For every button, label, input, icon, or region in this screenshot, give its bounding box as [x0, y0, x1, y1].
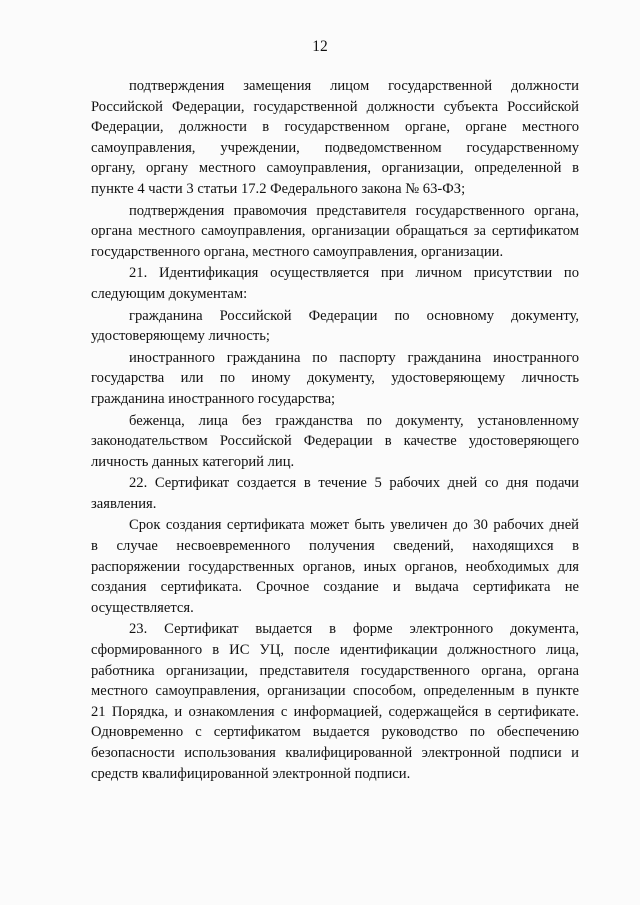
text-line: работника организации, представителя государственного органа, органа: [91, 662, 579, 679]
text-line: органа местного самоуправления, организации обращаться за сертификатом: [91, 223, 579, 240]
text-line: безопасности использования квалифицированной электронной подписи и: [91, 745, 579, 761]
paragraph: [91, 348, 579, 410]
text-line: пункте 4 части 3 статьи 17.2 Федерального закона № 63-ФЗ;: [91, 180, 466, 197]
text-line: беженца, лица без гражданства по документу, установленному: [129, 412, 579, 429]
text-line: заявления.: [91, 495, 157, 512]
text-line: иностранного гражданина по паспорту гражданина иностранного: [129, 349, 579, 366]
text-line: государственного органа, местного самоуправления, организации.: [91, 243, 504, 260]
paragraph: [91, 619, 579, 784]
text-line: Срок создания сертификата может быть увеличен до 30 рабочих дней: [129, 517, 579, 534]
text-line: осуществляется.: [91, 599, 194, 616]
text-line: органу, органу местного самоуправления, организации, определенной в: [91, 160, 579, 177]
text-line: 21. Идентификация осуществляется при личном присутствии по: [129, 265, 579, 282]
text-line: следующим документам:: [91, 285, 248, 302]
paragraph: [91, 76, 579, 200]
text-line: законодательством Российской Федерации в качестве удостоверяющего: [91, 433, 579, 450]
paragraph: [91, 515, 579, 618]
text-line: Федерации, должности в государственном органе, органе местного: [91, 119, 579, 136]
text-line: местного самоуправления, организации способом, определенным в пункте: [91, 683, 579, 700]
text-line: распоряжении государственных органов, иных органов, необходимых для: [91, 558, 579, 575]
text-line: удостоверяющему личность;: [91, 328, 270, 345]
text-line: подтверждения замещения лицом государственной должности: [129, 78, 579, 94]
text-line: гражданина Российской Федерации по основному документу,: [129, 307, 579, 324]
text-line: 21 Порядка, и ознакомления с информацией, содержащейся в сертификате.: [91, 703, 579, 720]
paragraph: [91, 201, 579, 263]
paragraph: [91, 411, 579, 473]
text-line: личность данных категорий лиц.: [91, 453, 295, 470]
paragraph: [91, 263, 579, 304]
text-line: государства или по иному документу, удостоверяющему личность: [91, 370, 579, 387]
text-line: 23. Сертификат выдается в форме электронного документа,: [129, 621, 579, 638]
text-line: подтверждения правомочия представителя государственного органа,: [129, 202, 579, 219]
paragraph: [91, 473, 579, 514]
text-line: в случае несвоевременного получения сведений, находящихся в: [91, 538, 579, 555]
text-line: 22. Сертификат создается в течение 5 рабочих дней со дня подачи: [129, 475, 579, 492]
text-line: сформированного в ИС УЦ, после идентификации должностного лица,: [91, 642, 579, 659]
text-line: создания сертификата. Срочное создание и выдача сертификата не: [91, 579, 579, 596]
paragraph: [91, 306, 579, 347]
text-line: гражданина иностранного государства;: [91, 390, 336, 407]
text-line: Российской Федерации, государственной должности субъекта Российской: [91, 98, 579, 115]
page-number: 12: [312, 38, 328, 55]
text-line: самоуправления, учреждении, подведомственном государственному: [91, 139, 579, 156]
text-line: средств квалифицированной электронной подписи.: [91, 765, 411, 782]
text-line: Одновременно с сертификатом выдается руководство по обеспечению: [91, 724, 579, 741]
document-body: [91, 76, 579, 784]
